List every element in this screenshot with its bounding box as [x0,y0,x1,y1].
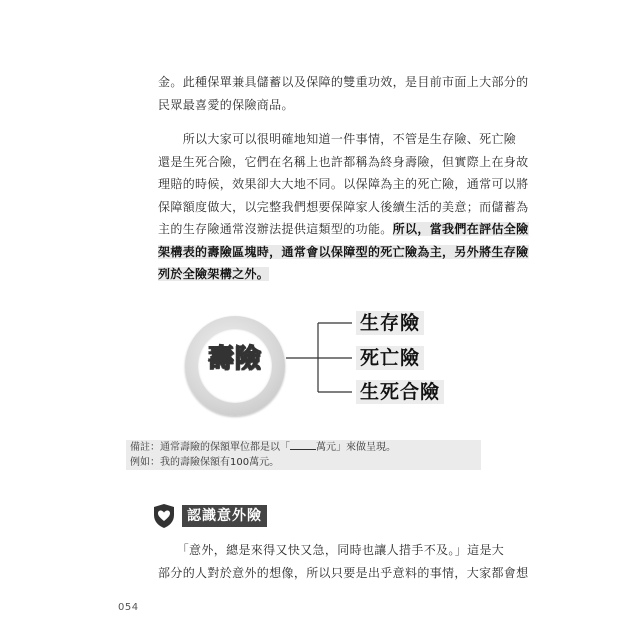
highlighted-text: 所以，當我們在評估全險 [392,222,529,236]
branch-combined-insurance: 生死合險 [356,380,444,404]
heart-shield-icon [152,503,176,529]
text-line [158,241,529,264]
note-box [126,440,481,470]
text-line: 民眾最喜愛的保險商品。 [158,97,294,112]
life-insurance-diagram [180,308,480,418]
page-number: 054 [118,602,139,613]
text-line: 還是生死合險，它們在名稱上也許都稱為終身壽險，但實際上在身故 [158,154,529,169]
text-line: 所以大家可以很明確地知道一件事情，不管是生存險、死亡險 [158,132,517,146]
note-line: 例如：我的壽險保額有100萬元。 [130,457,280,468]
text-line: 金。此種保單兼具儲蓄以及保障的雙重功效，是目前市面上大部分的 [158,75,529,89]
branch-death-insurance: 死亡險 [356,346,424,370]
center-label: 壽險 [207,344,262,374]
section-title: 認識意外險 [182,505,267,527]
text-line: 「意外，總是來得又快又急，同時也讓人措手不及。」這是大 [158,543,505,557]
highlighted-text: 列於全險架構之外。 [158,267,270,281]
text-line: 部分的人對於意外的想像，所以只要是出乎意料的事情，大家都會想 [158,565,529,580]
text-line: 理賠的時候，效果卻大大地不同。以保障為主的死亡險，通常可以將 [158,177,529,191]
fill-blank [290,440,316,450]
note-text: 萬元」來做呈現。 [316,442,396,453]
paragraph-intro-end [158,71,529,116]
plain-text: 主的生存險通常沒辦法提供這類型的功能。 [158,222,393,236]
text-line [158,218,529,241]
paragraph-life-insurance-types [158,128,529,286]
branch-survival-insurance: 生存險 [356,311,424,335]
note-line [130,440,481,455]
text-line: 保障額度做大，以完整我們想要保障家人後續生活的美意；而儲蓄為 [158,199,529,214]
text-line [158,263,484,286]
highlighted-text: 架構表的壽險區塊時，通常會以保障型的死亡險為主，另外將生存險 [158,244,529,259]
paragraph-accident-intro [158,539,529,584]
note-text: 備註：通常壽險的保額單位都是以「 [130,442,290,453]
